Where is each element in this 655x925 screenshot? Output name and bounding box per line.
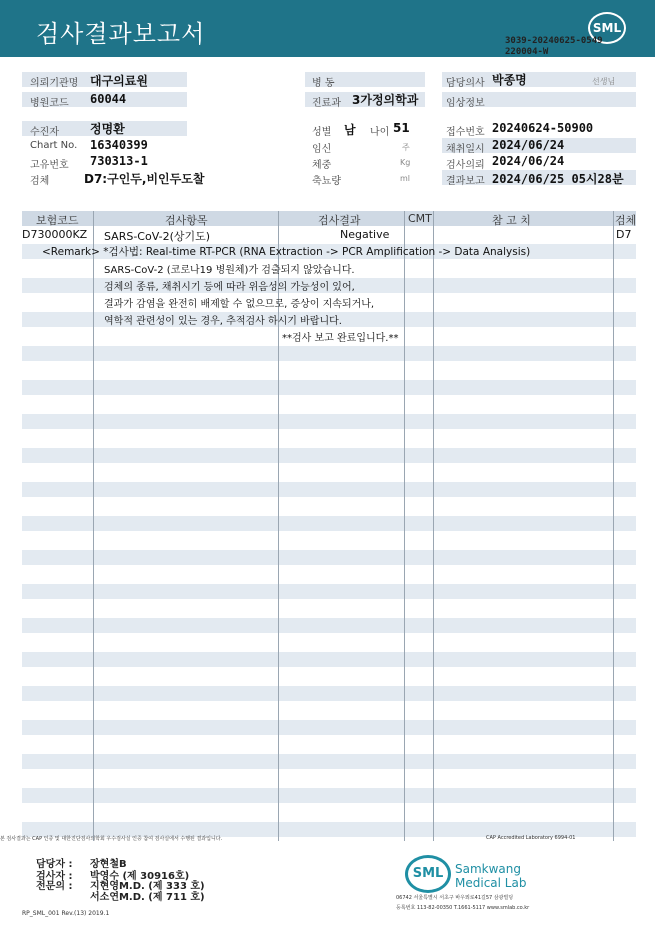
unique-label: 고유번호 bbox=[30, 160, 69, 171]
form-code: RP_SML_001 Rev.(13) 2019.1 bbox=[22, 910, 110, 917]
report-complete-line: **검사 보고 완료입니다.** bbox=[282, 333, 399, 344]
table-stripe bbox=[22, 754, 636, 769]
collect-label: 채취일시 bbox=[446, 144, 485, 155]
table-stripe bbox=[22, 788, 636, 803]
row-result: Negative bbox=[340, 228, 390, 241]
technician-value: 장현철B bbox=[90, 859, 127, 870]
weight-unit: Kg bbox=[400, 158, 411, 167]
lab-name bbox=[455, 862, 526, 890]
chart-label: Chart No. bbox=[30, 140, 78, 151]
row-code: D730000KZ bbox=[22, 228, 88, 241]
fine-print-left: 본 검사결과는 CAP 인증 및 대한진단검사의학회 우수검사실 인증 참여 검사실에서 수행된 결과입니다. bbox=[0, 836, 223, 842]
pregnancy-unit: 주 bbox=[402, 143, 410, 152]
table-stripe bbox=[22, 346, 636, 361]
weight-label: 체중 bbox=[312, 160, 332, 171]
patient-value: 정명환 bbox=[90, 122, 125, 136]
collect-value: 2024/06/24 bbox=[492, 138, 565, 152]
lab-address: 06742 서울특별시 서초구 바우뫼로41길57 삼광빌딩 bbox=[396, 895, 514, 901]
remark-line: <Remark> *검사법: Real-time RT-PCR (RNA Extraction -> PCR Amplification -> Data Analysis) bbox=[42, 246, 531, 258]
fine-print-right: CAP Accredited Laboratory 6994-01 bbox=[486, 835, 576, 841]
examiner-value: 박영수 (제 30916호) bbox=[90, 871, 190, 882]
table-stripe bbox=[22, 584, 636, 599]
hospital-code-value: 60044 bbox=[90, 92, 127, 106]
note-line: 결과가 감염을 완전히 배제할 수 없으므로, 증상이 지속되거나, bbox=[104, 299, 375, 310]
row-specimen: D7 bbox=[616, 228, 632, 241]
specimen-value: D7:구인두,비인두도찰 bbox=[84, 172, 205, 186]
table-stripe bbox=[22, 448, 636, 463]
table-stripe bbox=[22, 516, 636, 531]
clinical-label: 임상정보 bbox=[446, 98, 485, 109]
request-label: 검사의뢰 bbox=[446, 160, 485, 171]
report-time-value: 2024/06/25 05시28분 bbox=[492, 172, 624, 186]
specimen-label: 검체 bbox=[30, 176, 50, 187]
request-value: 2024/06/24 bbox=[492, 154, 565, 168]
unique-value: 730313-1 bbox=[90, 154, 148, 168]
note-line: 검체의 종류, 채취시기 등에 따라 위음성의 가능성이 있어, bbox=[104, 282, 355, 293]
urine-unit: ml bbox=[400, 174, 411, 183]
col-result-header: 검사결과 bbox=[318, 214, 361, 227]
table-stripe bbox=[22, 550, 636, 565]
technician-label: 담당자 : bbox=[36, 859, 73, 870]
chart-value: 16340399 bbox=[90, 138, 148, 152]
col-divider bbox=[93, 211, 94, 841]
sex-label: 성별 bbox=[312, 127, 332, 138]
receipt-value: 20240624-50900 bbox=[492, 121, 594, 135]
col-cmt-header: CMT bbox=[408, 212, 432, 225]
report-id-line2: 220004-W bbox=[505, 47, 549, 57]
examiner-label: 검사자 : bbox=[36, 871, 73, 882]
table-stripe bbox=[22, 414, 636, 429]
table-stripe bbox=[22, 380, 636, 395]
table-stripe bbox=[22, 686, 636, 701]
note-line: SARS-CoV-2 (코로나19 병원체)가 검출되지 않았습니다. bbox=[104, 265, 355, 276]
receipt-label: 접수번호 bbox=[446, 127, 485, 138]
patient-label: 수진자 bbox=[30, 127, 59, 138]
col-item-header: 검사항목 bbox=[165, 214, 208, 227]
doctor-suffix: 선생님 bbox=[592, 77, 616, 86]
note-line: 역학적 관련성이 있는 경우, 추적검사 하시기 바랍니다. bbox=[104, 316, 342, 327]
ward-label: 병 동 bbox=[312, 78, 335, 89]
pregnancy-label: 임신 bbox=[312, 144, 332, 155]
col-divider bbox=[433, 211, 434, 841]
report-title: 검사결과보고서 bbox=[36, 20, 206, 48]
table-stripe bbox=[22, 482, 636, 497]
row-item: SARS-CoV-2(상기도) bbox=[104, 230, 211, 243]
col-code-header: 보험코드 bbox=[36, 214, 79, 227]
table-stripe bbox=[22, 652, 636, 667]
table-stripe bbox=[22, 618, 636, 633]
hospital-value: 대구의료원 bbox=[90, 74, 148, 88]
lab-name-line2: Medical Lab bbox=[455, 876, 527, 890]
age-label: 나이 bbox=[370, 127, 390, 138]
hospital-label: 의뢰기관명 bbox=[30, 78, 79, 89]
report-id bbox=[505, 36, 655, 58]
col-reference-header: 참 고 치 bbox=[492, 214, 531, 227]
lab-contact: 등록번호 113-82-00350 T.1661-5117 www.smlab.co.kr bbox=[396, 905, 530, 911]
sex-value: 남 bbox=[344, 123, 356, 137]
sml-logo-icon: SML bbox=[588, 12, 626, 44]
report-time-label: 결과보고 bbox=[446, 176, 485, 187]
doctor-value: 박종명 bbox=[492, 73, 527, 87]
specialist1-value: 지현영M.D. (제 333 호) bbox=[90, 881, 205, 892]
department-label: 진료과 bbox=[312, 98, 341, 109]
specialist2-value: 서소연M.D. (제 711 호) bbox=[90, 892, 205, 903]
col-specimen-header: 검체 bbox=[615, 214, 637, 227]
report-id-line1: 3039-20240625-0549 bbox=[505, 36, 603, 46]
col-divider bbox=[404, 211, 405, 841]
sml-lab-logo-icon: SML bbox=[405, 855, 451, 893]
urine-label: 축뇨량 bbox=[312, 176, 341, 187]
table-stripe bbox=[22, 720, 636, 735]
specialist-label: 전문의 : bbox=[36, 881, 73, 892]
department-value: 3가정의학과 bbox=[352, 93, 419, 107]
doctor-label: 담당의사 bbox=[446, 78, 485, 89]
hospital-code-label: 병원코드 bbox=[30, 98, 69, 109]
col-divider bbox=[613, 211, 614, 841]
age-value: 51 bbox=[393, 121, 410, 135]
lab-name-line1: Samkwang bbox=[455, 862, 521, 876]
